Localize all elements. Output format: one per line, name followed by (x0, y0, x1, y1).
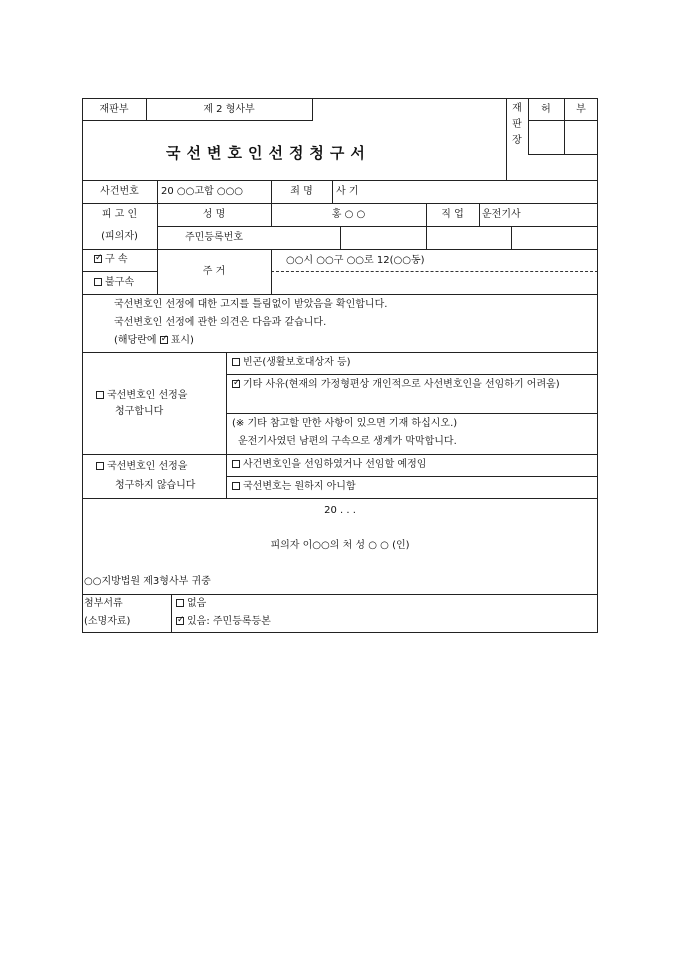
divider (332, 180, 333, 203)
attachments-label-line-2: (소명자료) (84, 616, 131, 627)
attachments-yes-label: 있음: 주민등록등본 (187, 616, 271, 627)
notice-line-1: 국선변호인 선정에 대한 고지를 틀림없이 받았음을 확인합니다. (114, 299, 388, 310)
name-label: 성 명 (202, 209, 226, 220)
job-value: 운전기사 (482, 209, 521, 220)
divider (82, 271, 157, 272)
charge-label: 죄 명 (290, 186, 313, 197)
court-dept-label: 재판부 (99, 104, 129, 115)
divider (479, 203, 480, 226)
note-line-2: 운전기사였던 남편의 구속으로 생계가 막막합니다. (238, 436, 457, 447)
job-label: 직 업 (441, 209, 464, 220)
other-reason-checkbox[interactable] (232, 380, 240, 388)
not-detained-label: 불구속 (105, 277, 134, 288)
case-no-label: 사건번호 (100, 186, 139, 197)
divider (171, 594, 172, 632)
attachments-yes-option[interactable] (176, 616, 271, 628)
rrn-label: 주민등록번호 (185, 232, 243, 243)
attachments-none-option[interactable] (176, 598, 206, 610)
divider (82, 454, 598, 455)
request-label-line-2: 청구합니다 (115, 406, 164, 417)
poverty-checkbox[interactable] (232, 358, 240, 366)
no-request-label-line-2: 청구하지 않습니다 (115, 480, 196, 491)
other-reason-option[interactable] (232, 376, 594, 393)
divider (312, 98, 313, 120)
suspect-label: (피의자) (101, 231, 138, 242)
detained-option[interactable] (94, 254, 128, 266)
decline-checkbox[interactable] (232, 482, 240, 490)
notice-line-3 (114, 335, 194, 347)
divider (271, 249, 272, 294)
poverty-option[interactable] (232, 357, 351, 369)
not-detained-option[interactable] (94, 277, 134, 289)
attachments-none-checkbox[interactable] (176, 599, 184, 607)
application-form (82, 98, 598, 633)
not-detained-checkbox[interactable] (94, 278, 102, 286)
attachments-none-label: 없음 (187, 598, 207, 609)
address-value: ○○시 ○○구 ○○로 12(○○동) (286, 255, 425, 266)
no-request-label: 국선변호인 선정을 (107, 461, 188, 472)
notice-line-2: 국선변호인 선정에 관한 의견은 다음과 같습니다. (114, 317, 327, 328)
request-checkbox[interactable] (96, 391, 104, 399)
private-counsel-checkbox[interactable] (232, 460, 240, 468)
divider (157, 180, 158, 203)
border-left (82, 98, 83, 633)
divider (226, 352, 227, 498)
address-dashed-line (271, 271, 598, 272)
presiding-label-2: 판 (512, 119, 522, 130)
check-mark-icon (160, 336, 168, 344)
charge-value: 사 기 (336, 186, 359, 197)
divider (82, 120, 313, 121)
divider (157, 226, 598, 227)
decline-option[interactable] (232, 481, 356, 493)
signature-date: 20 . . . (324, 505, 356, 516)
name-value: 홍 ○ ○ (331, 209, 366, 220)
approval-2: 부 (576, 104, 586, 115)
case-no-value: 20 ○○고합 ○○○ (161, 186, 244, 197)
approval-1: 허 (541, 104, 551, 115)
divider (82, 180, 598, 181)
divider (340, 226, 341, 249)
divider (506, 98, 507, 180)
address-label: 주 거 (202, 266, 226, 277)
divider (528, 120, 598, 121)
request-label: 국선변호인 선정을 (107, 390, 188, 401)
border-right (597, 98, 598, 633)
detained-label: 구 속 (105, 254, 128, 265)
court-dept-value: 제 2 형사부 (203, 104, 255, 115)
no-request-option[interactable] (96, 461, 187, 473)
border-bottom (82, 632, 598, 633)
divider (82, 594, 598, 595)
no-request-checkbox[interactable] (96, 462, 104, 470)
request-option[interactable] (96, 390, 187, 402)
divider (82, 294, 598, 295)
divider (226, 374, 598, 375)
divider (226, 476, 598, 477)
divider (82, 498, 598, 499)
document-title: 국선변호인선정청구서 (166, 144, 371, 162)
divider (226, 413, 598, 414)
presiding-label-1: 재 (512, 103, 522, 114)
presiding-label-3: 장 (512, 135, 522, 146)
divider (82, 203, 598, 204)
divider (82, 249, 598, 250)
notice-line-3-suffix: 표시) (170, 335, 194, 346)
private-counsel-option[interactable] (232, 459, 426, 471)
addressee: ○○지방법원 제3형사부 귀중 (84, 576, 211, 587)
attachments-yes-checkbox[interactable] (176, 617, 184, 625)
notice-line-3-prefix: (해당란에 (114, 335, 157, 346)
signature-line: 피의자 이○○의 처 성 ○ ○ (인) (270, 540, 410, 551)
note-line-1: (※ 기타 참고할 만한 사항이 있으면 기재 하십시오.) (232, 418, 458, 429)
defendant-label: 피 고 인 (101, 209, 138, 220)
divider (528, 154, 598, 155)
attachments-label: 첨부서류 (84, 598, 123, 609)
poverty-label: 빈곤(생활보호대상자 등) (243, 357, 351, 368)
divider (82, 352, 598, 353)
divider (511, 226, 512, 249)
detained-checkbox[interactable] (94, 255, 102, 263)
border-top (82, 98, 598, 99)
decline-label: 국선변호는 원하지 아니함 (243, 481, 356, 492)
other-reason-label: 기타 사유(현재의 가정형편상 개인적으로 사선변호인을 선임하기 어려움) (243, 379, 560, 390)
private-counsel-label: 사건변호인을 선임하였거나 선임할 예정임 (243, 459, 427, 470)
